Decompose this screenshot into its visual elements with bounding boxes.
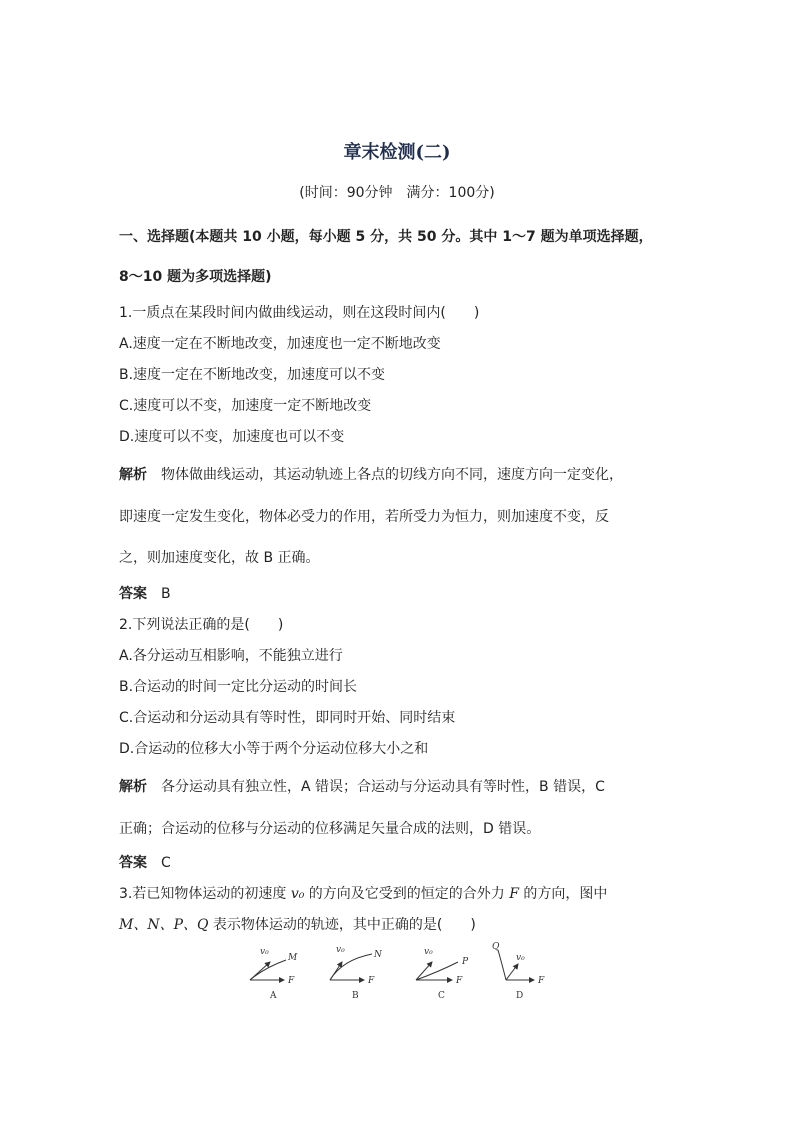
figure-b xyxy=(330,945,383,1001)
q1-answer-value: B xyxy=(161,586,171,602)
q1-analysis-label: 解析 xyxy=(119,467,147,483)
q3-force-symbol: F xyxy=(509,886,519,902)
trajectory-curve-a xyxy=(250,960,286,980)
q2-analysis-text-1: 各分运动具有独立性，A 错误；合运动与分运动具有等时性，B 错误，C xyxy=(161,779,605,795)
q2-answer xyxy=(119,852,171,872)
option-label-b: B xyxy=(352,991,359,1001)
q1-analysis-line-1 xyxy=(119,464,623,484)
exam-info: (时间：90分钟 满分：100分) xyxy=(299,185,495,201)
q1-answer xyxy=(119,583,171,603)
q3-stem-text-c: 的方向，图中 xyxy=(518,886,608,902)
curve-label-a: M xyxy=(288,953,298,963)
f-label-a: F xyxy=(288,976,295,986)
q3-v0-symbol: v₀ xyxy=(290,886,305,902)
q2-analysis-line-2: 正确；合运动的位移与分运动的位移满足矢量合成的法则，D 错误。 xyxy=(119,821,541,837)
v0-label-a: v₀ xyxy=(260,947,269,957)
figure-a xyxy=(250,947,298,1001)
q2-option-c: C.合运动和分运动具有等时性，即同时开始、同时结束 xyxy=(119,710,456,726)
q2-analysis-line-1 xyxy=(119,776,605,796)
section-heading-line-2: 8～10 题为多项选择题) xyxy=(119,269,272,285)
f-label-d: F xyxy=(538,976,545,986)
option-label-c: C xyxy=(438,991,445,1001)
q1-analysis-line-3: 之，则加速度变化，故 B 正确。 xyxy=(119,550,320,566)
q3-stem-line-1 xyxy=(119,883,607,903)
curve-label-c: P xyxy=(462,957,469,967)
curve-label-b: N xyxy=(374,950,382,960)
q2-answer-label: 答案 xyxy=(119,855,147,871)
q1-option-d: D.速度可以不变，加速度也可以不变 xyxy=(119,429,345,445)
trajectory-curve-b xyxy=(330,954,372,980)
q1-analysis-text-1: 物体做曲线运动，其运动轨迹上各点的切线方向不同，速度方向一定变化， xyxy=(161,467,623,483)
q3-stem-text-b: 的方向及它受到的恒定的合外力 xyxy=(304,886,510,902)
figure-c xyxy=(416,947,469,1001)
q2-stem: 2.下列说法正确的是( ) xyxy=(119,617,284,633)
v0-label-c: v₀ xyxy=(424,947,433,957)
velocity-arrow-d xyxy=(506,964,518,980)
f-label-b: F xyxy=(368,976,375,986)
v0-label-d: v₀ xyxy=(516,953,525,963)
q1-option-b: B.速度一定在不断地改变，加速度可以不变 xyxy=(119,367,386,383)
option-label-d: D xyxy=(516,991,524,1001)
page-title: 章末检测(二) xyxy=(343,142,451,163)
f-label-c: F xyxy=(456,976,463,986)
q2-option-a: A.各分运动互相影响，不能独立进行 xyxy=(119,648,343,664)
trajectory-curve-d xyxy=(498,950,506,980)
q3-trajectory-diagram xyxy=(240,940,560,1004)
q1-option-c: C.速度可以不变，加速度一定不断地改变 xyxy=(119,398,372,414)
q2-option-d: D.合运动的位移大小等于两个分运动位移大小之和 xyxy=(119,741,429,757)
q2-option-b: B.合运动的时间一定比分运动的时间长 xyxy=(119,679,358,695)
figure-d xyxy=(492,942,545,1001)
trajectory-curve-c xyxy=(416,962,458,980)
q1-analysis-line-2: 即速度一定发生变化，物体必受力的作用，若所受力为恒力，则加速度不变，反 xyxy=(119,509,609,525)
curve-label-d: Q xyxy=(492,942,500,952)
v0-label-b: v₀ xyxy=(336,945,345,955)
section-heading-line-1: 一、选择题(本题共 10 小题，每小题 5 分，共 50 分。其中 1～7 题为单项选择题， xyxy=(119,229,653,245)
q3-curve-letters: M、N、P、Q xyxy=(119,917,209,933)
q1-answer-label: 答案 xyxy=(119,586,147,602)
option-label-a: A xyxy=(270,991,277,1001)
q3-stem-text-d: 表示物体运动的轨迹，其中正确的是( ) xyxy=(208,917,476,933)
q2-analysis-label: 解析 xyxy=(119,779,147,795)
q1-option-a: A.速度一定在不断地改变，加速度也一定不断地改变 xyxy=(119,336,441,352)
q2-answer-value: C xyxy=(161,855,171,871)
q1-stem: 1.一质点在某段时间内做曲线运动，则在这段时间内( ) xyxy=(119,305,480,321)
q3-stem-line-2 xyxy=(119,914,476,934)
q3-stem-text-a: 3.若已知物体运动的初速度 xyxy=(119,886,291,902)
